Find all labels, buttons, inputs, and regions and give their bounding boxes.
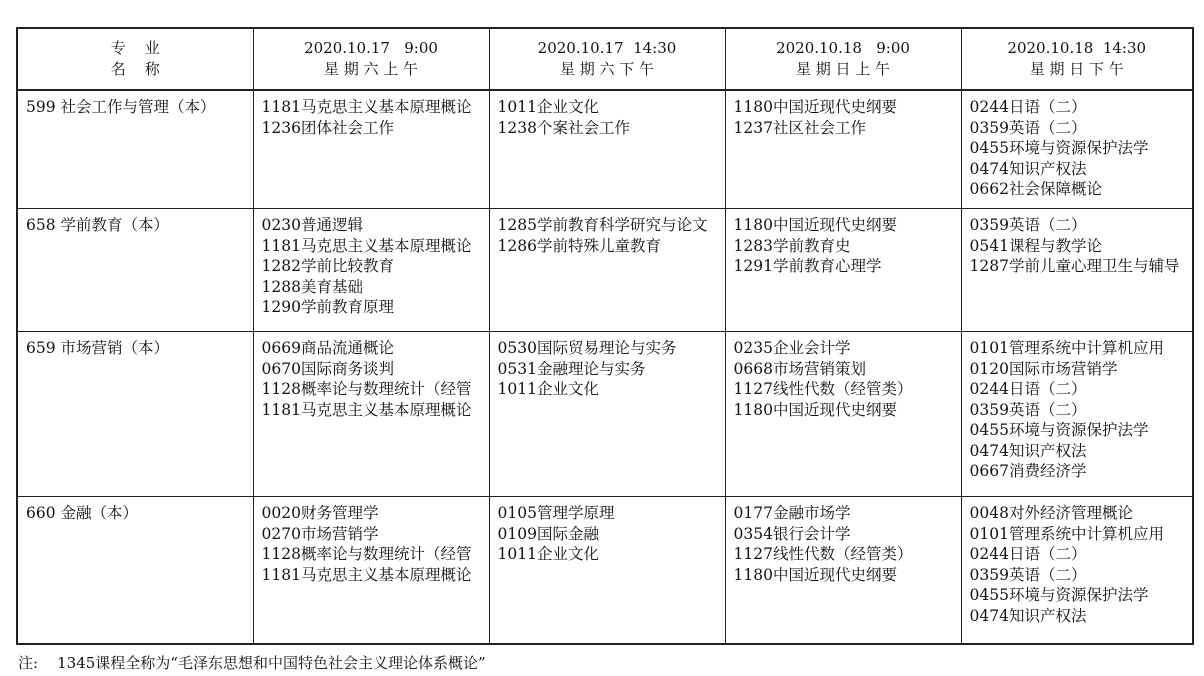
course-item: 1282学前比较教育	[261, 257, 394, 275]
header-row	[17, 28, 1193, 90]
course-item: 0048对外经济管理概论	[969, 504, 1133, 522]
major-name-cell	[17, 90, 253, 209]
course-item: 0244日语（二）	[969, 545, 1087, 563]
table-row	[17, 332, 1193, 497]
course-item: 0662社会保障概论	[969, 180, 1102, 198]
course-item: 1287学前儿童心理卫生与辅导	[969, 257, 1180, 275]
major-name: 658 学前教育（本）	[26, 216, 170, 234]
major-name-cell	[17, 332, 253, 497]
course-item: 0120国际市场营销学	[969, 359, 1118, 378]
course-item: 0244日语（二）	[969, 98, 1087, 116]
course-item: 1011企业文化	[497, 380, 599, 398]
course-item: 1285学前教育科学研究与论文	[497, 216, 708, 234]
course-item: 0474知识产权法	[969, 159, 1087, 178]
exam-schedule	[16, 27, 1192, 645]
major-name: 599 社会工作与管理（本）	[26, 98, 216, 116]
course-item: 1180中国近现代史纲要	[733, 565, 897, 584]
course-item: 0244日语（二）	[969, 380, 1087, 398]
session-cell	[725, 209, 961, 332]
course-item: 1011企业文化	[497, 545, 599, 563]
course-item: 1288美育基础	[261, 277, 363, 296]
course-item: 1181马克思主义基本原理概论	[261, 400, 472, 419]
session-cell	[489, 332, 725, 497]
course-item: 1180中国近现代史纲要	[733, 216, 897, 234]
course-item: 0455环境与资源保护法学	[969, 421, 1149, 439]
course-item: 1180中国近现代史纲要	[733, 400, 897, 419]
course-item: 0359英语（二）	[969, 216, 1087, 234]
course-item: 1181马克思主义基本原理概论	[261, 565, 472, 584]
session-header-2: 2020.10.17 14:30 星 期 六 下 午	[489, 28, 725, 90]
course-item: 1290学前教育原理	[261, 298, 394, 316]
exam-schedule-table	[16, 27, 1194, 645]
session-header-1: 2020.10.17 9:00 星 期 六 上 午	[253, 28, 489, 90]
course-item: 0020财务管理学	[261, 504, 379, 522]
course-item: 0474知识产权法	[969, 441, 1087, 460]
course-item: 0667消费经济学	[969, 462, 1087, 480]
session-header-4: 2020.10.18 14:30 星 期 日 下 午	[961, 28, 1193, 90]
session-cell	[253, 332, 489, 497]
course-item: 1283学前教育史	[733, 236, 851, 255]
footnote: 注: 1345课程全称为“毛泽东思想和中国特色社会主义理论体系概论”	[18, 654, 486, 672]
session-cell	[489, 209, 725, 332]
session-cell	[489, 497, 725, 645]
session-cell	[961, 209, 1193, 332]
course-item: 0455环境与资源保护法学	[969, 586, 1149, 604]
course-item: 0109国际金融	[497, 524, 599, 543]
course-item: 1291学前教育心理学	[733, 257, 882, 275]
major-name: 659 市场营销（本）	[26, 339, 170, 357]
course-item: 1238个案社会工作	[497, 118, 630, 137]
course-item: 0101管理系统中计算机应用	[969, 524, 1164, 543]
table-row	[17, 497, 1193, 645]
course-item: 0541课程与教学论	[969, 236, 1102, 255]
course-item: 0359英语（二）	[969, 565, 1087, 584]
course-item: 1128概率论与数理统计（经管	[261, 380, 472, 398]
table-row	[17, 209, 1193, 332]
session-header-3: 2020.10.18 9:00 星 期 日 上 午	[725, 28, 961, 90]
table-row	[17, 90, 1193, 209]
course-item: 0230普通逻辑	[261, 216, 363, 234]
major-name: 660 金融（本）	[26, 504, 139, 522]
course-item: 1128概率论与数理统计（经管	[261, 545, 472, 563]
course-item: 0177金融市场学	[733, 504, 851, 522]
major-column-header: 专 业 名 称	[17, 28, 253, 90]
session-cell	[961, 497, 1193, 645]
course-item: 0105管理学原理	[497, 504, 615, 522]
course-item: 0235企业会计学	[733, 339, 851, 357]
course-item: 0668市场营销策划	[733, 359, 866, 378]
course-item: 1011企业文化	[497, 98, 599, 116]
session-cell	[961, 332, 1193, 497]
course-item: 0530国际贸易理论与实务	[497, 339, 677, 357]
session-cell	[253, 497, 489, 645]
course-item: 1127线性代数（经管类）	[733, 545, 913, 563]
course-item: 1181马克思主义基本原理概论	[261, 236, 472, 255]
course-item: 1286学前特殊儿童教育	[497, 236, 661, 255]
session-cell	[725, 90, 961, 209]
session-cell	[253, 90, 489, 209]
course-item: 0270市场营销学	[261, 524, 379, 543]
course-item: 0474知识产权法	[969, 606, 1087, 625]
course-item: 1127线性代数（经管类）	[733, 380, 913, 398]
course-item: 1237社区社会工作	[733, 118, 866, 137]
course-item: 1180中国近现代史纲要	[733, 98, 897, 116]
course-item: 1181马克思主义基本原理概论	[261, 98, 472, 116]
course-item: 0531金融理论与实务	[497, 359, 646, 378]
course-item: 1236团体社会工作	[261, 118, 394, 137]
session-cell	[725, 332, 961, 497]
course-item: 0359英语（二）	[969, 400, 1087, 419]
session-cell	[489, 90, 725, 209]
course-item: 0359英语（二）	[969, 118, 1087, 137]
course-item: 0354银行会计学	[733, 524, 851, 543]
major-name-cell	[17, 497, 253, 645]
course-item: 0455环境与资源保护法学	[969, 139, 1149, 157]
major-name-cell	[17, 209, 253, 332]
course-item: 0670国际商务谈判	[261, 359, 394, 378]
session-cell	[253, 209, 489, 332]
course-item: 0669商品流通概论	[261, 339, 394, 357]
session-cell	[725, 497, 961, 645]
course-item: 0101管理系统中计算机应用	[969, 339, 1164, 357]
session-cell	[961, 90, 1193, 209]
